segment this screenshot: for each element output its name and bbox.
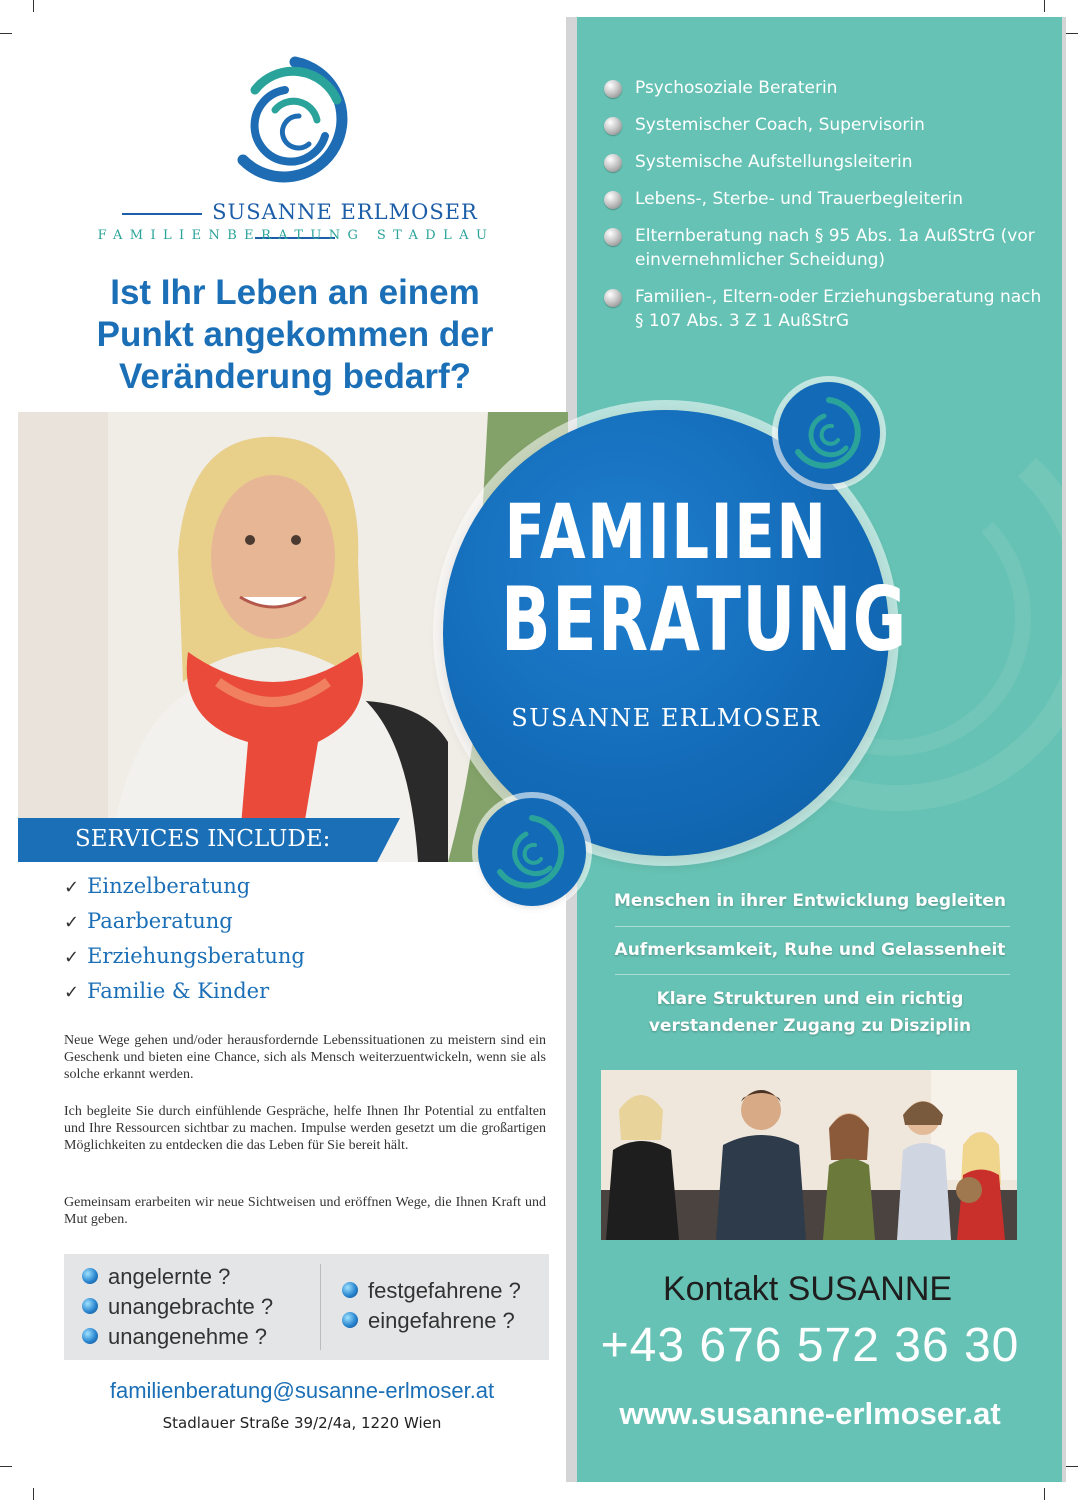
intro-paragraph-2: Ich begleite Sie durch einfühlende Gespräche, helfe Ihnen Ihr Potential zu entfalten und Ihre Ressourcen sichtbar zu machen. Impulse werden gesetzt um die großartigen Möglichkeiten zu entdecken die das Leben für Sie bereit hält. [64, 1104, 546, 1153]
services-list [64, 872, 305, 1012]
question-item: eingefahrene ? [342, 1306, 521, 1336]
crop-mark [0, 1466, 12, 1467]
sphere-bullet-icon [342, 1312, 358, 1328]
crop-mark [1044, 0, 1045, 12]
intro-paragraph-1: Neue Wege gehen und/oder herausfordernde Lebenssituationen zu meistern sind ein Geschenk und bieten eine Chance, sich als Mensch weiterzuentwickeln, wenn sie als solche erkannt werden. [64, 1033, 546, 1082]
qualification-item: Systemische Aufstellungsleiterin [604, 150, 1044, 174]
email-link[interactable]: familienberatung@susanne-erlmoser.at [109, 1378, 495, 1403]
tagline-2: Aufmerksamkeit, Ruhe und Gelassenheit [614, 940, 1006, 960]
crop-mark [33, 0, 34, 12]
sphere-bullet-icon [604, 117, 622, 135]
qualification-item: Familien-, Eltern-oder Erziehungsberatung nach § 107 Abs. 3 Z 1 AußStrG [604, 285, 1044, 333]
checkmark-icon: ✓ [64, 877, 80, 898]
qualification-item: Systemischer Coach, Supervisorin [604, 113, 1044, 137]
crop-mark [33, 1488, 34, 1500]
tagline-divider [615, 974, 1010, 975]
checkmark-icon: ✓ [64, 947, 80, 968]
phone-number[interactable]: +43 676 572 36 30 [600, 1319, 1020, 1372]
sphere-bullet-icon [604, 80, 622, 98]
service-item: ✓ Familie & Kinder [64, 979, 270, 1003]
sphere-bullet-icon [604, 228, 622, 246]
crop-mark [0, 33, 12, 34]
service-item: ✓ Paarberatung [64, 909, 233, 933]
checkmark-icon: ✓ [64, 912, 80, 933]
crop-mark [1044, 1488, 1045, 1500]
sphere-bullet-icon [82, 1298, 98, 1314]
questions-left [82, 1262, 273, 1352]
qualification-item: Lebens-, Sterbe- und Trauerbegleiterin [604, 187, 1044, 211]
sphere-bullet-icon [82, 1268, 98, 1284]
family-photo-illustration [601, 1070, 1017, 1240]
questions-right [342, 1276, 521, 1336]
website-link[interactable]: www.susanne-erlmoser.at [619, 1396, 1001, 1431]
spiral-logo-icon [786, 390, 872, 476]
badge-name: SUSANNE ERLMOSER [511, 704, 821, 732]
spiral-logo-icon [488, 808, 576, 896]
headline: Ist Ihr Leben an einem Punkt angekommen der Veränderung bedarf? [96, 273, 494, 396]
crop-mark [1066, 33, 1078, 34]
questions-divider [320, 1264, 321, 1350]
checkmark-icon: ✓ [64, 982, 80, 1003]
sphere-bullet-icon [82, 1328, 98, 1344]
services-title: SERVICES INCLUDE: [75, 826, 331, 852]
service-item: ✓ Erziehungsberatung [64, 944, 305, 968]
brand-name: SUSANNE ERLMOSER [70, 200, 520, 248]
qualification-item: Elternberatung nach § 95 Abs. 1a AußStrG (vor einvernehmlicher Scheidung) [604, 224, 1044, 272]
intro-paragraph-3: Gemeinsam erarbeiten wir neue Sichtweisen und eröffnen Wege, die Ihnen Kraft und Mut geben. [64, 1195, 546, 1227]
tagline-1: Menschen in ihrer Entwicklung begleiten [613, 891, 1007, 911]
question-item: festgefahrene ? [342, 1276, 521, 1306]
tagline-divider [615, 926, 1010, 927]
sphere-bullet-icon [604, 191, 622, 209]
question-item: unangenehme ? [82, 1322, 273, 1352]
qualification-item: Psychosoziale Beraterin [604, 76, 1044, 100]
tagline-3: Klare Strukturen und ein richtig verstandener Zugang zu Disziplin [648, 989, 972, 1036]
sphere-bullet-icon [604, 154, 622, 172]
brand-rule [122, 213, 202, 215]
qualifications-list [604, 76, 1044, 346]
brand-subtitle: FAMILIENBERATUNG STADLAU [97, 228, 495, 243]
question-item: angelernte ? [82, 1262, 273, 1292]
badge-line-2: BERATUNG [500, 568, 908, 671]
sphere-bullet-icon [342, 1282, 358, 1298]
spiral-logo-icon [225, 50, 365, 195]
question-item: unangebrachte ? [82, 1292, 273, 1322]
badge-line-1: FAMILIEN [504, 487, 828, 576]
contact-label: Kontakt SUSANNE [662, 1270, 953, 1308]
family-session-photo [601, 1070, 1017, 1240]
service-item: ✓ Einzelberatung [64, 874, 251, 898]
crop-mark [1066, 1466, 1078, 1467]
sphere-bullet-icon [604, 289, 622, 307]
postal-address: Stadlauer Straße 39/2/4a, 1220 Wien [162, 1414, 442, 1432]
